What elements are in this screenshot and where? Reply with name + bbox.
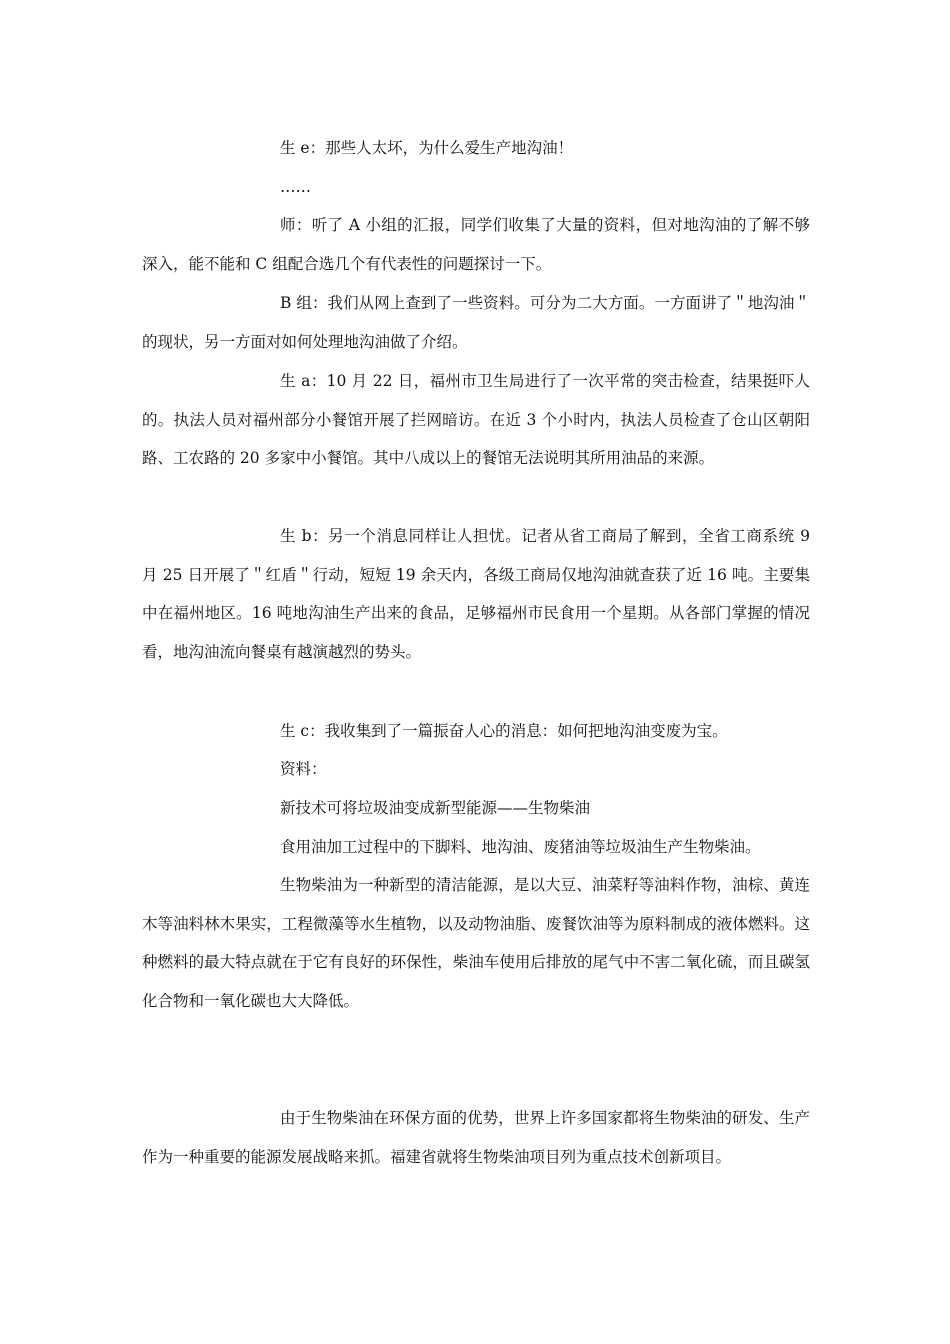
paragraph-teacher: 师：听了 A 小组的汇报，同学们收集了大量的资料，但对地沟油的了解不够深入，能不能和 C 组配合选几个有代表性的问题探讨一下。: [142, 216, 810, 273]
paragraph-biodiesel-strategy: 由于生物柴油在环保方面的优势，世界上许多国家都将生物柴油的研发、生产作为一种重要的能源发展战略来抓。福建省就将生物柴油项目列为重点技术创新项目。: [142, 1109, 810, 1166]
paragraph-student-c: 生 c：我收集到了一篇振奋人心的消息：如何把地沟油变废为宝。: [280, 722, 728, 740]
paragraph-material-intro: 食用油加工过程中的下脚料、地沟油、废猪油等垃圾油生产生物柴油。: [280, 838, 761, 856]
paragraph-student-a: 生 a：10 月 22 日，福州市卫生局进行了一次平常的突击检查，结果挺吓人的。执法人员对福州部分小餐馆开展了拦网暗访。在近 3 个小时内，执法人员检查了仓山区朝阳路、工农路的 20 多家中小餐馆。其中八成以上的餐馆无法说明其所用油品的来源。: [142, 372, 810, 468]
paragraph-student-e: 生 e：那些人太坏，为什么爱生产地沟油！: [280, 139, 574, 157]
paragraph-material-title: 新技术可将垃圾油变成新型能源——生物柴油: [280, 799, 591, 817]
paragraph-group-b: B 组：我们从网上查到了一些资料。可分为二大方面。一方面讲了＂地沟油＂的现状，另一方面对如何处理地沟油做了介绍。: [142, 294, 810, 351]
paragraph-material-label: 资料：: [280, 760, 327, 778]
paragraph-student-b: 生 b：另一个消息同样让人担忧。记者从省工商局了解到，全省工商系统 9 月 25 日开展了＂红盾＂行动，短短 19 余天内，各级工商局仅地沟油就查获了近 16 吨。主要集中在福州地区。16 吨地沟油生产出来的食品，足够福州市民食用一个星期。从各部门掌握的情况看，地沟油流向餐桌有越演越烈的势头。: [142, 527, 810, 661]
paragraph-ellipsis: ……: [280, 178, 311, 196]
paragraph-biodiesel-description: 生物柴油为一种新型的清洁能源，是以大豆、油菜籽等油料作物，油棕、黄连木等油料林木果实，工程微藻等水生植物，以及动物油脂、废餐饮油等为原料制成的液体燃料。这种燃料的最大特点就在于它有良好的环保性，柴油车使用后排放的尾气中不害二氧化硫，而且碳氢化合物和一氧化碳也大大降低。: [142, 876, 810, 1010]
